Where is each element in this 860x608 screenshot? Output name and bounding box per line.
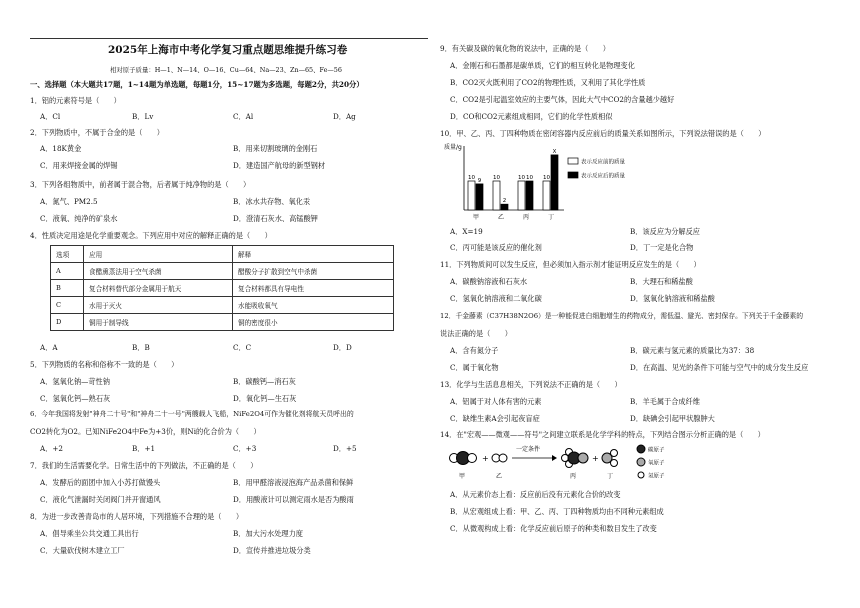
table-cell: A — [51, 263, 84, 280]
q12-option-a[interactable]: A．含有氮分子 — [450, 346, 499, 355]
table-cell: 醋酸分子扩散到空气中杀菌 — [233, 263, 394, 280]
q3-option-b[interactable]: B．冰水共存物、氧化汞 — [233, 197, 311, 206]
data-label: 10 — [468, 175, 475, 181]
atom-legend — [637, 445, 665, 480]
table-cell: 食醋熏蒸法用于空气杀菌 — [84, 263, 233, 280]
data-label: 10 — [493, 175, 500, 181]
q1-option-b[interactable]: B．Lv — [132, 112, 154, 121]
q2-stem: 2．下列物质中，不属于合金的是（ ） — [30, 128, 164, 137]
table-header: 应用 — [84, 246, 233, 263]
table-row — [51, 314, 394, 331]
table-cell: 复合材料都具有导电性 — [233, 280, 394, 297]
q8-option-d[interactable]: D．宣传并推进垃圾分类 — [233, 546, 311, 555]
table-header: 选项 — [51, 246, 84, 263]
q14-reaction-diagram — [444, 442, 704, 487]
legend-label: 表示反应后的质量 — [581, 173, 626, 180]
molecule-yi — [492, 454, 507, 462]
q10-option-d[interactable]: D．丁一定是化合物 — [630, 243, 694, 252]
q6-option-d[interactable]: D．+5 — [333, 444, 357, 453]
q11-option-c[interactable]: C．氢氧化钠溶液和二氧化碳 — [450, 294, 542, 303]
bar-after — [501, 204, 508, 210]
q1-stem: 1．铝的元素符号是（ ） — [30, 96, 121, 105]
q6-option-a[interactable]: A．+2 — [40, 444, 63, 453]
q4-option-d[interactable]: D．D — [333, 343, 352, 352]
table-cell: C — [51, 297, 84, 314]
q7-option-b[interactable]: B．用甲醛溶液浸泡海产品杀菌和保鲜 — [233, 478, 354, 487]
molecule-jia — [450, 452, 477, 465]
q4-option-c[interactable]: C．C — [233, 343, 252, 352]
table-cell: 水能吸收氧气 — [233, 297, 394, 314]
tick-label: 丁 — [547, 214, 555, 221]
bar-before — [518, 181, 525, 210]
oxygen-atom-icon — [637, 458, 645, 466]
bar-after — [526, 181, 533, 210]
table-cell: 水用于灭火 — [84, 297, 233, 314]
legend-label: 表示反应前的质量 — [581, 159, 626, 166]
q9-option-a[interactable]: A．金刚石和石墨都是碳单质，它们的相互转化是物理变化 — [450, 61, 635, 70]
q14-stem: 14．在"宏观——微观——符号"之间建立联系是化学学科的特点，下列结合图示分析正确的是（ ） — [440, 430, 765, 439]
q10-bar-chart — [442, 140, 662, 226]
y-axis-label: 质量/g — [444, 144, 462, 151]
q13-stem: 13．化学与生活息息相关，下列说法不正确的是（ ） — [440, 380, 622, 389]
reaction-condition: 一定条件 — [516, 446, 541, 453]
q1-option-a[interactable]: A．Cl — [40, 112, 61, 121]
q14-option-c[interactable]: C．从微观构成上看：化学反应前后原子的种类和数目发生了改变 — [450, 524, 657, 533]
q2-option-d[interactable]: D．建造国产航母的新型钢材 — [233, 161, 326, 170]
section-heading: 一、选择题（本大题共17题，1~14题为单选题，每题1分，15~17题为多选题，每题2分，共20分） — [30, 80, 364, 89]
q3-option-c[interactable]: C．液氧、纯净的矿泉水 — [40, 214, 118, 223]
table-cell: 铜的密度很小 — [233, 314, 394, 331]
q13-option-c[interactable]: C．缺维生素A会引起夜盲症 — [450, 414, 540, 423]
q1-option-c[interactable]: C．Al — [233, 112, 254, 121]
data-label: 10 — [518, 175, 525, 181]
q8-option-b[interactable]: B．加大污水处理力度 — [233, 529, 303, 538]
q13-option-b[interactable]: B．羊毛属于合成纤维 — [630, 397, 700, 406]
molecule-label: 丁 — [607, 473, 614, 480]
q11-option-a[interactable]: A．碳酸钠溶液和石灰水 — [450, 277, 528, 286]
q4-option-b[interactable]: B．B — [132, 343, 150, 352]
q12-stem-line1: 12．千金藤素（C37H38N2O6）是一种能促进白细胞增生的药物成分，需低温、避光、密封保存。下列关于千金藤素的 — [440, 312, 804, 320]
table-row — [51, 280, 394, 297]
q2-option-a[interactable]: A．18K黄金 — [40, 144, 82, 153]
q9-stem: 9．有关碳及碳的氧化物的说法中，正确的是（ ） — [440, 44, 610, 53]
bar-after — [476, 184, 483, 210]
q10-option-a[interactable]: A．X=19 — [450, 227, 483, 236]
left-column — [30, 0, 440, 608]
hydrogen-atom-icon — [638, 472, 644, 478]
q11-stem: 11．下列物质间可以发生反应，但必须加入指示剂才能证明反应发生的是（ ） — [440, 260, 701, 269]
q2-option-c[interactable]: C．用来焊接金属的焊锡 — [40, 161, 118, 170]
q1-option-d[interactable]: D．Ag — [333, 112, 356, 121]
q4-option-a[interactable]: A．A — [40, 343, 58, 352]
q14-option-a[interactable]: A．从元素价态上看：反应前后没有元素化合价的改变 — [450, 490, 621, 499]
q13-option-a[interactable]: A．铝属于对人体有害的元素 — [450, 397, 542, 406]
q9-option-d[interactable]: D．CO和CO2元素组成相同，它们的化学性质相似 — [450, 112, 613, 121]
q3-option-d[interactable]: D．澄清石灰水、高锰酸钾 — [233, 214, 318, 223]
arrow-head-icon — [552, 455, 557, 461]
data-label: 10 — [526, 175, 533, 181]
q10-option-b[interactable]: B．该反应为分解反应 — [630, 227, 700, 236]
carbon-atom-icon — [637, 445, 645, 453]
bar-before — [543, 181, 550, 210]
molecule-bing — [562, 449, 589, 468]
table-header-row — [51, 246, 394, 263]
table-row — [51, 263, 394, 280]
data-label: X — [552, 148, 557, 155]
q11-option-d[interactable]: D．氢氧化钠溶液和稀盐酸 — [630, 294, 715, 303]
atomic-mass-note: 相对原子质量：H—1、N—14、O—16、Cu—64、Na—23、Zn—65、Fe—56 — [110, 66, 342, 74]
table-header: 解释 — [233, 246, 394, 263]
q6-stem-line1: 6．今年我国将发射"神舟二十号"和"神舟二十一号"两艘载人飞船，NiFe2O4可作为催化剂将航天员呼出的 — [30, 410, 354, 418]
q5-stem: 5．下列物质的名称和俗称不一致的是（ ） — [30, 360, 179, 369]
data-label: 10 — [543, 175, 550, 181]
q2-option-b[interactable]: B．用来切割玻璃的金刚石 — [233, 144, 318, 153]
q5-option-d[interactable]: D．氧化钙—生石灰 — [233, 394, 297, 403]
bar-before — [493, 181, 500, 210]
tick-label: 丙 — [522, 214, 530, 221]
plus-sign: + — [592, 454, 599, 463]
q9-option-c[interactable]: C．CO2是引起温室效应的主要气体，因此大气中CO2的含量越少越好 — [450, 95, 675, 104]
molecule-ding — [602, 450, 618, 467]
q13-option-d[interactable]: D．缺碘会引起甲状腺肿大 — [630, 414, 715, 423]
q12-option-c[interactable]: C．属于氧化物 — [450, 363, 499, 372]
q8-stem: 8．为进一步改善青岛市的人居环境，下列措施不合理的是（ ） — [30, 512, 244, 521]
q7-option-c[interactable]: C．液化气泄漏时关闭阀门并开窗通风 — [40, 495, 161, 504]
q8-option-c[interactable]: C．大量砍伐树木建立工厂 — [40, 546, 125, 555]
table-cell: B — [51, 280, 84, 297]
q11-option-b[interactable]: B．大理石和稀盐酸 — [630, 277, 693, 286]
table-row — [51, 297, 394, 314]
q6-option-c[interactable]: C．+3 — [233, 444, 257, 453]
q10-stem: 10．甲、乙、丙、丁四种物质在密闭容器内反应前后的质量关系如图所示，下列说法错误的是（ ） — [440, 129, 766, 138]
q12-stem-line2: 说法正确的是（ ） — [440, 329, 512, 338]
molecule-label: 甲 — [459, 473, 466, 480]
legend-label: 氧原子 — [648, 460, 665, 467]
tick-label: 甲 — [472, 214, 480, 221]
data-label: 9 — [477, 177, 482, 184]
molecule-label: 乙 — [496, 473, 503, 480]
table-cell: D — [51, 314, 84, 331]
right-column — [440, 0, 850, 608]
plus-sign: + — [482, 454, 489, 463]
q6-stem-line2: CO2转化为O2。已知NiFe2O4中Fe为+3价，则Ni的化合价为（ ） — [30, 427, 261, 436]
table-cell: 铜用于制导线 — [84, 314, 233, 331]
bar-before — [468, 181, 475, 210]
page-title: 2025年上海市中考化学复习重点题思维提升练习卷 — [108, 44, 348, 56]
q3-stem: 3．下列各组物质中，前者属于混合物，后者属于纯净物的是（ ） — [30, 180, 251, 189]
legend-swatch — [568, 158, 578, 164]
q9-option-b[interactable]: B．CO2灭火既利用了CO2的物理性质，又利用了其化学性质 — [450, 78, 646, 87]
q6-option-b[interactable]: B．+1 — [132, 444, 156, 453]
q5-option-c[interactable]: C．氢氧化钙—熟石灰 — [40, 394, 111, 403]
q4-table — [50, 245, 394, 331]
q14-option-b[interactable]: B．从宏观组成上看：甲、乙、丙、丁四种物质均由不同种元素组成 — [450, 507, 664, 516]
q7-option-a[interactable]: A．发酵后的面团中加入小苏打做馒头 — [40, 478, 161, 487]
q4-stem: 4．性质决定用途是化学重要观念。下列应用中对应的解释正确的是（ ） — [30, 231, 272, 240]
q12-option-b[interactable]: B．碳元素与氢元素的质量比为37：38 — [630, 346, 755, 355]
q5-option-b[interactable]: B．碳酸钙—消石灰 — [233, 377, 296, 386]
q12-option-d[interactable]: D．在高温、见光的条件下可能与空气中的成分发生反应 — [630, 363, 809, 372]
table-cell: 复合材料替代部分金属用于航天 — [84, 280, 233, 297]
q10-option-c[interactable]: C．丙可能是该反应的催化剂 — [450, 243, 542, 252]
q7-option-d[interactable]: D．用酸液计可以测定雨水是否为酸雨 — [233, 495, 354, 504]
q8-option-a[interactable]: A．倡导乘坐公共交通工具出行 — [40, 529, 139, 538]
q5-option-a[interactable]: A．氢氧化钠—苛性钠 — [40, 377, 110, 386]
legend-swatch — [568, 172, 578, 178]
bar-after — [551, 155, 558, 210]
tick-label: 乙 — [497, 214, 505, 221]
legend-label: 氢原子 — [648, 473, 665, 480]
q3-option-a[interactable]: A．氮气、PM2.5 — [40, 197, 98, 206]
legend-label: 碳原子 — [648, 447, 665, 454]
data-label: 2 — [502, 198, 507, 205]
q7-stem: 7．我们的生活需要化学。日常生活中的下列做法，不正确的是（ ） — [30, 461, 258, 470]
molecule-label: 丙 — [570, 473, 577, 480]
